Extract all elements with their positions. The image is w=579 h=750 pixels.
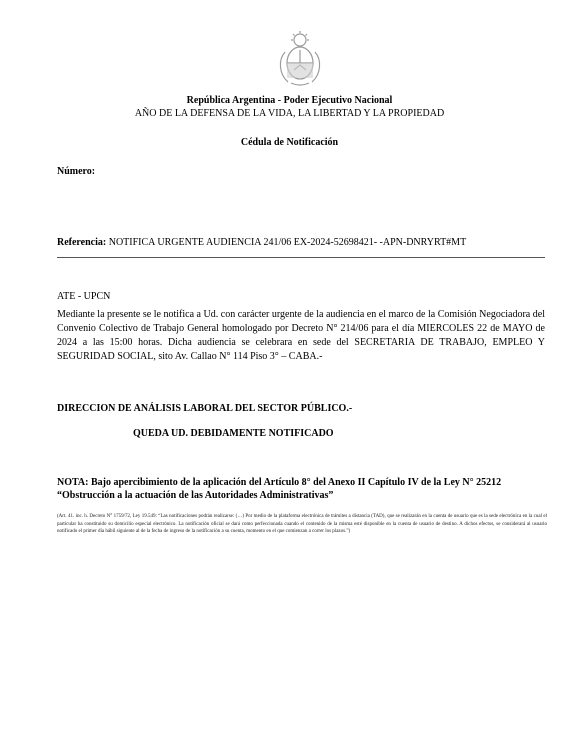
- nota-block: [57, 476, 547, 502]
- nota-text: : Bajo apercibimiento de la aplicación del Artículo 8° del Anexo II Capítulo IV de la Ley N° 25212 “Obstrucción a la actuación de las Autoridades Administrativas”: [57, 477, 502, 501]
- issuing-office: DIRECCION DE ANÁLISIS LABORAL DEL SECTOR PÚBLICO.-: [57, 403, 353, 414]
- referencia-label: Referencia:: [57, 237, 107, 248]
- numero-label: Número:: [57, 166, 96, 177]
- divider: [57, 257, 545, 258]
- notified-statement: QUEDA UD. DEBIDAMENTE NOTIFICADO: [133, 428, 334, 439]
- notification-body: Mediante la presente se le notifica a Ud. con carácter urgente de la audiencia en el marco de la Comisión Negociadora del Convenio Colectivo de Trabajo General homologado por Decreto N° 214/06 para el día MIERCOLES 22 de MAYO de 2024 a las 15:00 horas. Dicha audiencia se celebrara en sede del SECRETARIA DE TRABAJO, EMPLEO Y SEGURIDAD SOCIAL, sito Av. Callao N° 114 Piso 3° – CABA.-: [57, 309, 545, 362]
- document-type: Cédula de Notificación: [240, 137, 339, 148]
- legal-footnote: (Art. 41. inc. h. Decreto N° 1759/72, Ley 19.549: “Las notificaciones podrán realizarse: (…) Por medio de la plataforma electrónica de trámites a distancia (TAD), que se realizarán en la cuenta de usuario que es la sede electrónica en la cual el particular ha constituido su domicilio especial electrónico. La notificación oficial se dará como perfeccionada cuando el contenido de la misma esté disponible en la cuenta de usuario de destino. A dichos efectos, se considerará al usuario notificado el primer día hábil siguiente al de la fecha de ingreso de la notificación a su cuenta, momento en el que comienzan a correr los plazos.”): [57, 514, 547, 534]
- referencia-value: NOTIFICA URGENTE AUDIENCIA 241/06 EX-2024-52698421- -APN-DNRYRT#MT: [106, 237, 467, 248]
- header-subtitle: AÑO DE LA DEFENSA DE LA VIDA, LA LIBERTAD Y LA PROPIEDAD: [134, 108, 445, 119]
- referencia-line: [57, 237, 466, 248]
- coat-of-arms-icon: [276, 30, 324, 88]
- header-title: República Argentina - Poder Ejecutivo Nacional: [186, 95, 393, 106]
- nota-label: NOTA: [57, 477, 86, 488]
- recipient: ATE - UPCN: [57, 291, 111, 302]
